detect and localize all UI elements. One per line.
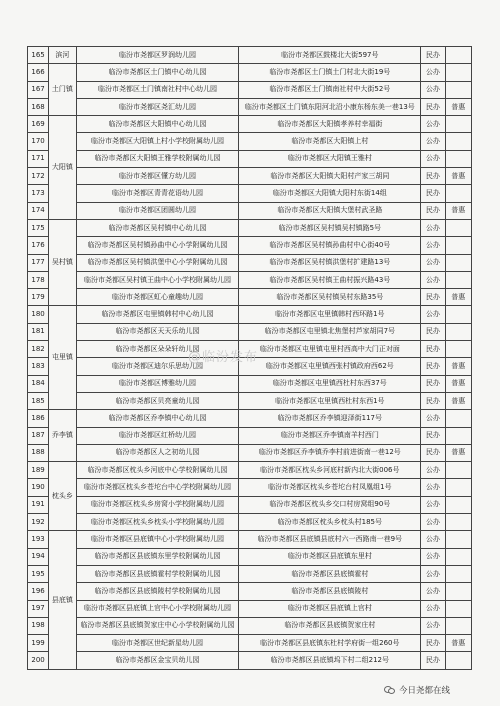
kindergarten-address: 临汾市尧都区大阳镇孝养村幸福街: [239, 116, 421, 133]
inclusive-flag: [445, 150, 471, 167]
inclusive-flag: [445, 306, 471, 323]
kindergarten-address: 临汾市尧都区吴村镇吴村东路35号: [239, 289, 421, 306]
inclusive-flag: 普惠: [445, 392, 471, 409]
kindergarten-address: 临汾市尧都区大阳镇大堡村武圣路: [239, 202, 421, 219]
ownership-type: 民办: [421, 168, 445, 185]
kindergarten-name: 临汾市尧都区县底镇陵村学校附属幼儿园: [76, 583, 239, 600]
row-number: 185: [28, 392, 49, 409]
ownership-type: 公办: [421, 583, 445, 600]
kindergarten-name: 临汾市尧都区吴村镇孙曲中心小学附属幼儿园: [76, 237, 239, 254]
table-row: [28, 444, 472, 461]
kindergarten-name: 临汾市尧都区县底镇贺家庄中心小学校附属幼儿园: [76, 617, 239, 634]
table-row: [28, 479, 472, 496]
table-row: [28, 185, 472, 202]
row-number: 170: [28, 133, 49, 150]
kindergarten-address: 临汾市尧都区屯里镇西杜村东西1号: [239, 392, 421, 409]
kindergarten-address: 临汾市尧都区吴村镇王曲村振兴路43号: [239, 271, 421, 288]
ownership-type: 公办: [421, 306, 445, 323]
kindergarten-name: 临汾市尧都区枕头乡枕头小学校附属幼儿园: [76, 514, 239, 531]
town-cell: 屯里镇: [49, 306, 76, 410]
row-number: 189: [28, 462, 49, 479]
table-row: [28, 237, 472, 254]
row-number: 176: [28, 237, 49, 254]
row-number: 199: [28, 635, 49, 652]
kindergarten-name: 临汾市尧都区世纪新星幼儿园: [76, 635, 239, 652]
kindergarten-address: 临汾市尧都区大阳镇王雅村: [239, 150, 421, 167]
row-number: 184: [28, 375, 49, 392]
inclusive-flag: [445, 47, 471, 64]
ownership-type: 民办: [421, 427, 445, 444]
table-row: [28, 600, 472, 617]
table-row: [28, 427, 472, 444]
inclusive-flag: [445, 323, 471, 340]
row-number: 174: [28, 202, 49, 219]
row-number: 193: [28, 531, 49, 548]
inclusive-flag: [445, 237, 471, 254]
inclusive-flag: [445, 617, 471, 634]
kindergarten-address: 临汾市尧都区县底镇上官村: [239, 600, 421, 617]
kindergarten-name: 临汾市尧都区大阳镇上村小学校附属幼儿园: [76, 133, 239, 150]
kindergarten-address: 临汾市尧都区屯里镇西杜村东西37号: [239, 375, 421, 392]
table-row: [28, 64, 472, 81]
inclusive-flag: 普惠: [445, 635, 471, 652]
table-row: [28, 652, 472, 669]
ownership-type: 民办: [421, 652, 445, 669]
ownership-type: 民办: [421, 444, 445, 461]
inclusive-flag: [445, 652, 471, 669]
ownership-type: 公办: [421, 64, 445, 81]
kindergarten-name: 临汾市尧都区枕头乡河底中心学校附属幼儿园: [76, 462, 239, 479]
inclusive-flag: 普惠: [445, 375, 471, 392]
kindergarten-name: 临汾市尧都区吴村镇中心幼儿园: [76, 219, 239, 236]
kindergarten-address: 临汾市尧都区鼓楼北大街597号: [239, 47, 421, 64]
watermark: @临汾发布: [188, 350, 259, 365]
ownership-type: 公办: [421, 531, 445, 548]
town-cell: 土门镇: [49, 64, 76, 116]
table-row: [28, 306, 472, 323]
table-row: [28, 323, 472, 340]
kindergarten-address: 临汾市尧都区县底镇坞下村二组212号: [239, 652, 421, 669]
kindergarten-name: 临汾市尧都区土门镇中心幼儿园: [76, 64, 239, 81]
inclusive-flag: [445, 341, 471, 358]
ownership-type: 民办: [421, 341, 445, 358]
kindergarten-address: 临汾市尧都区乔李镇迎泽街117号: [239, 410, 421, 427]
ownership-type: 民办: [421, 47, 445, 64]
kindergarten-address: 临汾市尧都区土门镇东阳河北沿小康东杨东美一巷13号: [239, 98, 421, 115]
row-number: 175: [28, 219, 49, 236]
table-row: [28, 47, 472, 64]
row-number: 191: [28, 496, 49, 513]
kindergarten-name: 临汾市尧都区县底镇霍村学校附属幼儿园: [76, 565, 239, 582]
kindergarten-address: 临汾市尧都区县底镇贺家庄村: [239, 617, 421, 634]
ownership-type: 公办: [421, 150, 445, 167]
kindergarten-name: 临汾市尧都区金宝贝幼儿园: [76, 652, 239, 669]
kindergarten-name: 临汾市尧都区屯里镇韩村中心幼儿园: [76, 306, 239, 323]
kindergarten-name: 临汾市尧都区乔李镇中心幼儿园: [76, 410, 239, 427]
table-row: [28, 116, 472, 133]
row-number: 178: [28, 271, 49, 288]
kindergarten-address: 临汾市尧都区大阳镇上村: [239, 133, 421, 150]
inclusive-flag: [445, 185, 471, 202]
kindergarten-name: 临汾市尧都区县底镇上官中心小学校附属幼儿园: [76, 600, 239, 617]
row-number: 165: [28, 47, 49, 64]
table-row: [28, 271, 472, 288]
table-row: [28, 254, 472, 271]
inclusive-flag: [445, 254, 471, 271]
row-number: 181: [28, 323, 49, 340]
kindergarten-address: 临汾市尧都区枕头乡交口村房窝组90号: [239, 496, 421, 513]
ownership-type: 民办: [421, 392, 445, 409]
kindergarten-address: 临汾市尧都区枕头乡枕头村185号: [239, 514, 421, 531]
footer-brand: [384, 684, 450, 696]
inclusive-flag: [445, 133, 471, 150]
ownership-type: 公办: [421, 548, 445, 565]
table-row: [28, 617, 472, 634]
row-number: 179: [28, 289, 49, 306]
ownership-type: 民办: [421, 98, 445, 115]
kindergarten-name: 临汾市尧都区土门镇南社村中心幼儿园: [76, 81, 239, 98]
kindergarten-address: 临汾市尧都区屯里镇韩村西环路1号: [239, 306, 421, 323]
row-number: 187: [28, 427, 49, 444]
kindergarten-name: 临汾市尧都区大阳镇中心幼儿园: [76, 116, 239, 133]
inclusive-flag: [445, 81, 471, 98]
row-number: 192: [28, 514, 49, 531]
kindergarten-name: 临汾市尧都区尧汇幼儿园: [76, 98, 239, 115]
row-number: 167: [28, 81, 49, 98]
kindergarten-name: 临汾市尧都区县底镇东里学校附属幼儿园: [76, 548, 239, 565]
kindergarten-address: 临汾市尧都区屯里镇屯里村西高中大门正对面: [239, 341, 421, 358]
inclusive-flag: 普惠: [445, 444, 471, 461]
ownership-type: 公办: [421, 410, 445, 427]
kindergarten-address: 临汾市尧都区县底镇县底村六一西路南一巷9号: [239, 531, 421, 548]
ownership-type: 民办: [421, 375, 445, 392]
wechat-icon: [384, 686, 395, 694]
row-number: 195: [28, 565, 49, 582]
table-row: [28, 635, 472, 652]
inclusive-flag: 普惠: [445, 289, 471, 306]
ownership-type: 公办: [421, 565, 445, 582]
ownership-type: 公办: [421, 219, 445, 236]
inclusive-flag: [445, 271, 471, 288]
kindergarten-name: 临汾市尧都区团圆幼儿园: [76, 202, 239, 219]
kindergarten-address: 临汾市尧都区枕头乡河底村新内北大街006号: [239, 462, 421, 479]
row-number: 183: [28, 358, 49, 375]
inclusive-flag: 普惠: [445, 358, 471, 375]
inclusive-flag: [445, 565, 471, 582]
row-number: 177: [28, 254, 49, 271]
table-row: [28, 565, 472, 582]
kindergarten-name: 临汾市尧都区迪尔乐思幼儿园: [76, 358, 239, 375]
kindergarten-name: 临汾市尧都区贝亮童幼儿园: [76, 392, 239, 409]
town-cell: 滨河: [49, 47, 76, 64]
inclusive-flag: [445, 496, 471, 513]
row-number: 182: [28, 341, 49, 358]
kindergarten-address: 临汾市尧都区枕头乡苍坨台村凤凰组1号: [239, 479, 421, 496]
kindergarten-name: 临汾市尧都区懂方幼儿园: [76, 168, 239, 185]
table-row: [28, 514, 472, 531]
table-row: [28, 583, 472, 600]
row-number: 186: [28, 410, 49, 427]
kindergarten-name: 临汾市尧都区博雅幼儿园: [76, 375, 239, 392]
kindergarten-address: 临汾市尧都区吴村镇吴村镇路5号: [239, 219, 421, 236]
table-row: [28, 375, 472, 392]
kindergarten-name: 临汾市尧都区大阳镇王雅学校附属幼儿园: [76, 150, 239, 167]
row-number: 180: [28, 306, 49, 323]
ownership-type: 公办: [421, 600, 445, 617]
table-row: [28, 392, 472, 409]
kindergarten-name: 临汾市尧都区红桥幼儿园: [76, 427, 239, 444]
kindergarten-name: 临汾市尧都区罗润幼儿园: [76, 47, 239, 64]
row-number: 198: [28, 617, 49, 634]
table-row: [28, 289, 472, 306]
row-number: 166: [28, 64, 49, 81]
table-row: [28, 81, 472, 98]
ownership-type: 公办: [421, 514, 445, 531]
table-row: [28, 98, 472, 115]
row-number: 194: [28, 548, 49, 565]
inclusive-flag: [445, 600, 471, 617]
kindergarten-name: 临汾市尧都区虹心童趣幼儿园: [76, 289, 239, 306]
kindergarten-address: 临汾市尧都区大阳镇大阳村产家三胡同: [239, 168, 421, 185]
footer-brand-text: 今日尧都在线: [399, 686, 451, 696]
kindergarten-address: 临汾市尧都区土门镇南社村中大街52号: [239, 81, 421, 98]
ownership-type: 公办: [421, 237, 445, 254]
inclusive-flag: [445, 427, 471, 444]
row-number: 188: [28, 444, 49, 461]
kindergarten-address: 临汾市尧都区吴村镇洪堡村扩建路13号: [239, 254, 421, 271]
ownership-type: 公办: [421, 617, 445, 634]
row-number: 196: [28, 583, 49, 600]
table-row: [28, 150, 472, 167]
table-row: [28, 168, 472, 185]
inclusive-flag: [445, 531, 471, 548]
ownership-type: 公办: [421, 133, 445, 150]
kindergarten-address: 临汾市尧都区县底镇东杜村学府街一组260号: [239, 635, 421, 652]
ownership-type: 民办: [421, 202, 445, 219]
table-row: [28, 202, 472, 219]
table-row: [28, 219, 472, 236]
kindergarten-name: 临汾市尧都区枕头乡苍坨台中心学校附属幼儿园: [76, 479, 239, 496]
kindergarten-name: 临汾市尧都区枕头乡房窝小学校附属幼儿园: [76, 496, 239, 513]
kindergarten-name: 临汾市尧都区吴村镇洪堡中心小学附属幼儿园: [76, 254, 239, 271]
kindergarten-address: 临汾市尧都区土门镇土门村北大街19号: [239, 64, 421, 81]
inclusive-flag: [445, 479, 471, 496]
kindergarten-address: 临汾市尧都区屯里镇西张村镇政府西62号: [239, 358, 421, 375]
inclusive-flag: [445, 410, 471, 427]
ownership-type: 公办: [421, 271, 445, 288]
ownership-type: 民办: [421, 358, 445, 375]
table-row: [28, 496, 472, 513]
kindergarten-name: 临汾市尧都区县底镇中心小学校附属幼儿园: [76, 531, 239, 548]
inclusive-flag: [445, 583, 471, 600]
inclusive-flag: 普惠: [445, 202, 471, 219]
row-number: 171: [28, 150, 49, 167]
ownership-type: 公办: [421, 496, 445, 513]
kindergarten-address: 临汾市尧都区县底镇陵村: [239, 583, 421, 600]
row-number: 190: [28, 479, 49, 496]
inclusive-flag: [445, 64, 471, 81]
row-number: 197: [28, 600, 49, 617]
row-number: 169: [28, 116, 49, 133]
ownership-type: 民办: [421, 185, 445, 202]
ownership-type: 公办: [421, 254, 445, 271]
ownership-type: 公办: [421, 81, 445, 98]
town-cell: 乔李镇: [49, 410, 76, 462]
inclusive-flag: 普惠: [445, 168, 471, 185]
inclusive-flag: [445, 548, 471, 565]
table-row: [28, 531, 472, 548]
kindergarten-name: 临汾市尧都区青青花语幼儿园: [76, 185, 239, 202]
ownership-type: 民办: [421, 289, 445, 306]
row-number: 173: [28, 185, 49, 202]
kindergarten-address: 临汾市尧都区吴村镇孙曲村中心街40号: [239, 237, 421, 254]
inclusive-flag: [445, 462, 471, 479]
ownership-type: 民办: [421, 635, 445, 652]
inclusive-flag: 普惠: [445, 98, 471, 115]
table-row: [28, 548, 472, 565]
ownership-type: 公办: [421, 116, 445, 133]
row-number: 200: [28, 652, 49, 669]
kindergarten-address: 临汾市尧都区屯里镇北焦堡村芦家胡同7号: [239, 323, 421, 340]
ownership-type: 民办: [421, 323, 445, 340]
inclusive-flag: [445, 219, 471, 236]
table-row: [28, 462, 472, 479]
kindergarten-address: 临汾市尧都区乔李镇乔李村前进街南一巷12号: [239, 444, 421, 461]
row-number: 172: [28, 168, 49, 185]
kindergarten-address: 临汾市尧都区大阳镇大阳村东街14组: [239, 185, 421, 202]
kindergarten-name: 临汾市尧都区吴村镇王曲中心小学校附属幼儿园: [76, 271, 239, 288]
row-number: 168: [28, 98, 49, 115]
inclusive-flag: [445, 514, 471, 531]
inclusive-flag: [445, 116, 471, 133]
kindergarten-address: 临汾市尧都区县底镇东里村: [239, 548, 421, 565]
kindergarten-name: 临汾市尧都区天天乐幼儿园: [76, 323, 239, 340]
table-row: [28, 133, 472, 150]
kindergarten-address: 临汾市尧都区县底镇霍村: [239, 565, 421, 582]
town-cell: 枕头乡: [49, 462, 76, 531]
town-cell: 吴村镇: [49, 219, 76, 305]
town-cell: 县底镇: [49, 531, 76, 669]
table-row: [28, 410, 472, 427]
town-cell: 大阳镇: [49, 116, 76, 220]
kindergarten-address: 临汾市尧都区乔李镇南羊村西门: [239, 427, 421, 444]
kindergarten-name: 临汾市尧都区人之初幼儿园: [76, 444, 239, 461]
ownership-type: 公办: [421, 479, 445, 496]
ownership-type: 公办: [421, 462, 445, 479]
kindergarten-name: 临汾市尧都区朵朵轩幼儿园: [76, 341, 239, 358]
